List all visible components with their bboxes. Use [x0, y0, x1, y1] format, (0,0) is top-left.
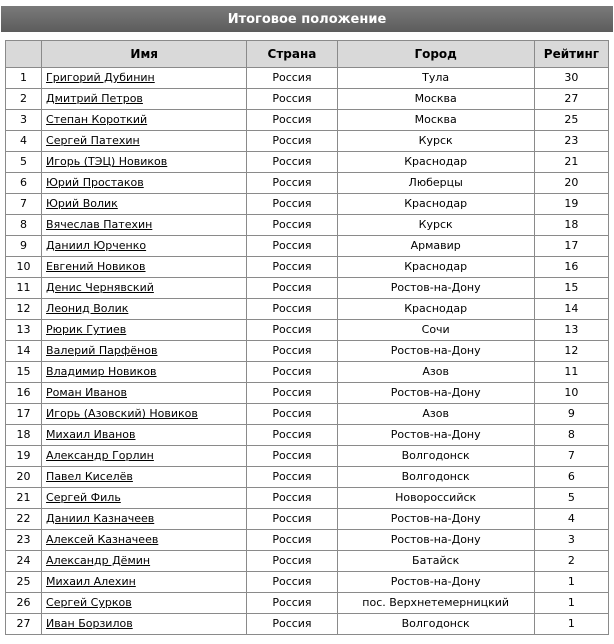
cell-rank: 7 [6, 194, 42, 215]
player-link[interactable]: Рюрик Гутиев [46, 323, 127, 336]
cell-country: Россия [247, 425, 337, 446]
cell-country: Россия [247, 173, 337, 194]
cell-rating: 12 [534, 341, 608, 362]
table-row [6, 404, 609, 425]
cell-rank: 17 [6, 404, 42, 425]
cell-country: Россия [247, 614, 337, 635]
cell-rank: 1 [6, 68, 42, 89]
cell-city: Волгодонск [337, 467, 534, 488]
player-link[interactable]: Сергей Сурков [46, 596, 132, 609]
cell-rank: 2 [6, 89, 42, 110]
cell-rating: 11 [534, 362, 608, 383]
cell-player-name [42, 425, 247, 446]
cell-city: Азов [337, 404, 534, 425]
cell-rank: 20 [6, 467, 42, 488]
cell-rank: 25 [6, 572, 42, 593]
cell-country: Россия [247, 257, 337, 278]
cell-country: Россия [247, 551, 337, 572]
cell-city: Москва [337, 89, 534, 110]
cell-rank: 15 [6, 362, 42, 383]
cell-player-name [42, 68, 247, 89]
cell-city: пос. Верхнетемерницкий [337, 593, 534, 614]
player-link[interactable]: Сергей Филь [46, 491, 121, 504]
cell-rank: 9 [6, 236, 42, 257]
cell-rank: 16 [6, 383, 42, 404]
cell-rating: 7 [534, 446, 608, 467]
player-link[interactable]: Вячеслав Патехин [46, 218, 153, 231]
cell-rank: 13 [6, 320, 42, 341]
cell-city: Волгодонск [337, 446, 534, 467]
cell-rating: 25 [534, 110, 608, 131]
column-header-num [6, 41, 42, 68]
cell-city: Краснодар [337, 257, 534, 278]
player-link[interactable]: Валерий Парфёнов [46, 344, 158, 357]
cell-country: Россия [247, 572, 337, 593]
cell-rating: 9 [534, 404, 608, 425]
cell-rank: 4 [6, 131, 42, 152]
cell-player-name [42, 551, 247, 572]
cell-rank: 14 [6, 341, 42, 362]
cell-country: Россия [247, 215, 337, 236]
player-link[interactable]: Михаил Алехин [46, 575, 136, 588]
table-row [6, 131, 609, 152]
cell-rank: 21 [6, 488, 42, 509]
cell-rating: 1 [534, 572, 608, 593]
cell-rating: 1 [534, 593, 608, 614]
cell-country: Россия [247, 404, 337, 425]
cell-country: Россия [247, 131, 337, 152]
table-row [6, 341, 609, 362]
cell-city: Ростов-на-Дону [337, 425, 534, 446]
cell-player-name [42, 89, 247, 110]
cell-country: Россия [247, 446, 337, 467]
player-link[interactable]: Степан Короткий [46, 113, 148, 126]
table-row [6, 362, 609, 383]
column-header-country[interactable]: Страна [247, 41, 337, 68]
cell-country: Россия [247, 110, 337, 131]
cell-player-name [42, 488, 247, 509]
cell-rating: 21 [534, 152, 608, 173]
cell-player-name [42, 299, 247, 320]
cell-player-name [42, 194, 247, 215]
table-row [6, 488, 609, 509]
table-row [6, 89, 609, 110]
cell-country: Россия [247, 89, 337, 110]
table-row [6, 530, 609, 551]
player-link[interactable]: Игорь (ТЭЦ) Новиков [46, 155, 168, 168]
cell-rating: 2 [534, 551, 608, 572]
player-link[interactable]: Даниил Юрченко [46, 239, 147, 252]
cell-player-name [42, 173, 247, 194]
cell-city: Ростов-на-Дону [337, 572, 534, 593]
cell-player-name [42, 215, 247, 236]
cell-rank: 8 [6, 215, 42, 236]
cell-player-name [42, 467, 247, 488]
standings-table [5, 40, 609, 635]
table-row [6, 278, 609, 299]
cell-player-name [42, 383, 247, 404]
cell-player-name [42, 341, 247, 362]
cell-rank: 19 [6, 446, 42, 467]
cell-country: Россия [247, 320, 337, 341]
table-body [6, 68, 609, 635]
cell-player-name [42, 278, 247, 299]
player-link[interactable]: Александр Дёмин [46, 554, 151, 567]
table-row [6, 194, 609, 215]
cell-city: Ростов-на-Дону [337, 341, 534, 362]
cell-country: Россия [247, 362, 337, 383]
cell-player-name [42, 572, 247, 593]
cell-city: Новороссийск [337, 488, 534, 509]
cell-player-name [42, 257, 247, 278]
cell-rating: 15 [534, 278, 608, 299]
cell-city: Тула [337, 68, 534, 89]
cell-rank: 26 [6, 593, 42, 614]
cell-country: Россия [247, 68, 337, 89]
cell-rank: 5 [6, 152, 42, 173]
cell-rating: 1 [534, 614, 608, 635]
column-header-name[interactable]: Имя [42, 41, 247, 68]
table-row [6, 152, 609, 173]
cell-country: Россия [247, 236, 337, 257]
cell-country: Россия [247, 194, 337, 215]
cell-player-name [42, 236, 247, 257]
cell-rank: 27 [6, 614, 42, 635]
cell-player-name [42, 593, 247, 614]
player-link[interactable]: Павел Киселёв [46, 470, 133, 483]
cell-city: Ростов-на-Дону [337, 509, 534, 530]
cell-country: Россия [247, 383, 337, 404]
cell-rating: 8 [534, 425, 608, 446]
cell-city: Ростов-на-Дону [337, 278, 534, 299]
player-link[interactable]: Денис Чернявский [46, 281, 154, 294]
cell-city: Батайск [337, 551, 534, 572]
cell-rating: 14 [534, 299, 608, 320]
cell-country: Россия [247, 299, 337, 320]
table-header-row [6, 41, 609, 68]
cell-country: Россия [247, 341, 337, 362]
player-link[interactable]: Владимир Новиков [46, 365, 157, 378]
table-row [6, 614, 609, 635]
cell-rating: 30 [534, 68, 608, 89]
cell-rank: 23 [6, 530, 42, 551]
cell-city: Курск [337, 131, 534, 152]
cell-player-name [42, 320, 247, 341]
cell-country: Россия [247, 530, 337, 551]
player-link[interactable]: Леонид Волик [46, 302, 129, 315]
cell-country: Россия [247, 509, 337, 530]
player-link[interactable]: Игорь (Азовский) Новиков [46, 407, 198, 420]
cell-city: Краснодар [337, 299, 534, 320]
cell-player-name [42, 446, 247, 467]
cell-city: Москва [337, 110, 534, 131]
cell-city: Краснодар [337, 194, 534, 215]
column-header-city[interactable]: Город [337, 41, 534, 68]
cell-player-name [42, 404, 247, 425]
table-row [6, 467, 609, 488]
cell-country: Россия [247, 152, 337, 173]
cell-rating: 4 [534, 509, 608, 530]
cell-country: Россия [247, 278, 337, 299]
cell-rank: 18 [6, 425, 42, 446]
cell-rank: 3 [6, 110, 42, 131]
table-row [6, 215, 609, 236]
cell-rating: 13 [534, 320, 608, 341]
table-row [6, 173, 609, 194]
player-link[interactable]: Дмитрий Петров [46, 92, 143, 105]
table-row [6, 593, 609, 614]
cell-player-name [42, 362, 247, 383]
table-row [6, 572, 609, 593]
cell-city: Курск [337, 215, 534, 236]
table-row [6, 236, 609, 257]
cell-rating: 19 [534, 194, 608, 215]
player-link[interactable]: Григорий Дубинин [46, 71, 155, 84]
cell-rating: 10 [534, 383, 608, 404]
table-row [6, 68, 609, 89]
cell-rating: 20 [534, 173, 608, 194]
cell-city: Ростов-на-Дону [337, 383, 534, 404]
player-link[interactable]: Иван Борзилов [46, 617, 133, 630]
cell-rating: 16 [534, 257, 608, 278]
player-link[interactable]: Юрий Волик [46, 197, 118, 210]
cell-rating: 3 [534, 530, 608, 551]
cell-rating: 17 [534, 236, 608, 257]
cell-player-name [42, 614, 247, 635]
cell-rank: 6 [6, 173, 42, 194]
table-row [6, 509, 609, 530]
cell-country: Россия [247, 593, 337, 614]
cell-player-name [42, 152, 247, 173]
table-row [6, 299, 609, 320]
cell-player-name [42, 131, 247, 152]
cell-rank: 11 [6, 278, 42, 299]
cell-city: Ростов-на-Дону [337, 530, 534, 551]
table-row [6, 425, 609, 446]
player-link[interactable]: Даниил Казначеев [46, 512, 155, 525]
cell-rank: 12 [6, 299, 42, 320]
table-row [6, 110, 609, 131]
cell-player-name [42, 530, 247, 551]
player-link[interactable]: Алексей Казначеев [46, 533, 159, 546]
cell-city: Люберцы [337, 173, 534, 194]
cell-country: Россия [247, 467, 337, 488]
cell-country: Россия [247, 488, 337, 509]
player-link[interactable]: Сергей Патехин [46, 134, 140, 147]
cell-rating: 6 [534, 467, 608, 488]
cell-rank: 10 [6, 257, 42, 278]
cell-city: Армавир [337, 236, 534, 257]
table-row [6, 551, 609, 572]
cell-rank: 24 [6, 551, 42, 572]
cell-city: Азов [337, 362, 534, 383]
player-link[interactable]: Юрий Простаков [46, 176, 144, 189]
player-link[interactable]: Михаил Иванов [46, 428, 136, 441]
cell-rating: 27 [534, 89, 608, 110]
table-row [6, 383, 609, 404]
cell-player-name [42, 110, 247, 131]
cell-city: Краснодар [337, 152, 534, 173]
table-row [6, 446, 609, 467]
cell-player-name [42, 509, 247, 530]
cell-rating: 18 [534, 215, 608, 236]
player-link[interactable]: Александр Горлин [46, 449, 154, 462]
cell-rating: 5 [534, 488, 608, 509]
cell-city: Сочи [337, 320, 534, 341]
cell-rank: 22 [6, 509, 42, 530]
table-row [6, 320, 609, 341]
page-title: Итоговое положение [1, 6, 613, 32]
cell-rating: 23 [534, 131, 608, 152]
player-link[interactable]: Роман Иванов [46, 386, 127, 399]
table-row [6, 257, 609, 278]
player-link[interactable]: Евгений Новиков [46, 260, 146, 273]
cell-city: Волгодонск [337, 614, 534, 635]
column-header-rating[interactable]: Рейтинг [534, 41, 608, 68]
